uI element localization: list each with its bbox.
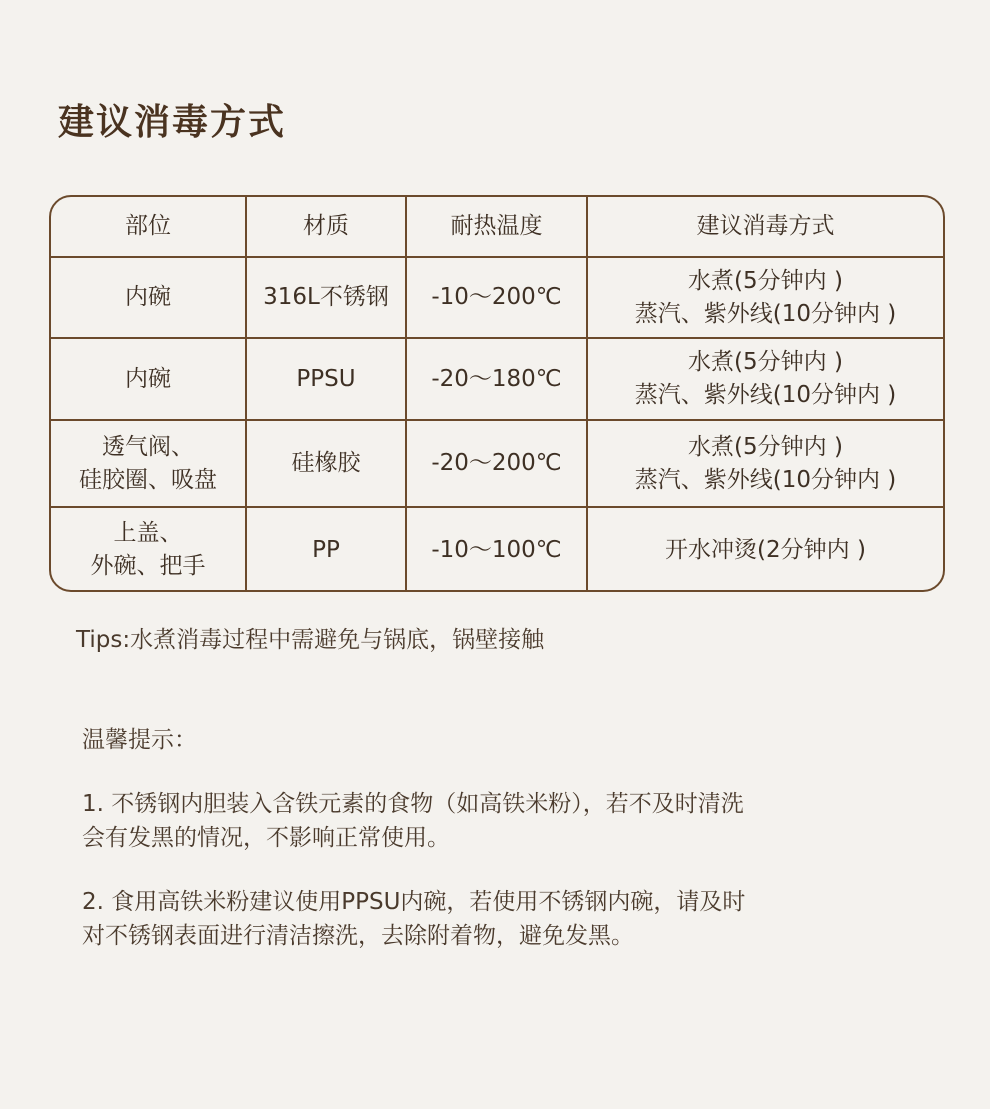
header-material: 材质 <box>246 197 406 257</box>
notice-item <box>82 787 744 855</box>
method-line: 水煮(5分钟内 ) <box>688 267 843 294</box>
cell-part <box>51 338 246 420</box>
method-line: 水煮(5分钟内 ) <box>688 433 843 460</box>
cell-temperature: -20～180℃ <box>406 338 587 420</box>
cell-method <box>587 338 943 420</box>
page-title: 建议消毒方式 <box>58 102 287 143</box>
notice-item <box>82 885 745 953</box>
part-line: 内碗 <box>125 365 171 392</box>
cell-material: 316L不锈钢 <box>246 257 406 338</box>
table-header-row <box>51 197 943 257</box>
cell-temperature: -10～200℃ <box>406 257 587 338</box>
table-row <box>51 420 943 507</box>
part-line: 透气阀、 <box>102 433 194 460</box>
notice-line: 1. 不锈钢内胆装入含铁元素的食物（如高铁米粉），若不及时清洗 <box>82 791 744 817</box>
header-part: 部位 <box>51 197 246 257</box>
cell-material: 硅橡胶 <box>246 420 406 507</box>
method-line: 开水冲烫(2分钟内 ) <box>665 536 866 563</box>
cell-temperature: -20～200℃ <box>406 420 587 507</box>
cell-material: PPSU <box>246 338 406 420</box>
method-line: 水煮(5分钟内 ) <box>688 349 843 375</box>
part-line: 外碗、把手 <box>90 553 206 579</box>
cell-part <box>51 420 246 507</box>
cell-method <box>587 257 943 338</box>
disinfection-table <box>49 195 945 592</box>
cell-material: PP <box>246 507 406 592</box>
part-line: 上盖、 <box>113 520 183 546</box>
method-line: 蒸汽、紫外线(10分钟内 ) <box>634 466 897 493</box>
notice-line: 2. 食用高铁米粉建议使用PPSU内碗，若使用不锈钢内碗，请及时 <box>82 889 746 915</box>
notice-line: 对不锈钢表面进行清洁擦洗，去除附着物，避免发黑。 <box>82 923 634 949</box>
table-row <box>51 257 943 338</box>
header-temperature: 耐热温度 <box>406 197 587 257</box>
table-row <box>51 507 943 592</box>
method-line: 蒸汽、紫外线(10分钟内 ) <box>634 382 897 408</box>
header-method: 建议消毒方式 <box>587 197 943 257</box>
tips-text: Tips:水煮消毒过程中需避免与锅底，锅壁接触 <box>76 627 545 653</box>
cell-temperature: -10～100℃ <box>406 507 587 592</box>
table-row <box>51 338 943 420</box>
notice-line: 会有发黑的情况，不影响正常使用。 <box>82 825 450 851</box>
notice-title: 温馨提示： <box>82 727 197 753</box>
part-line: 硅胶圈、吸盘 <box>79 466 217 493</box>
part-line: 内碗 <box>125 284 171 310</box>
cell-method <box>587 507 943 592</box>
method-line: 蒸汽、紫外线(10分钟内 ) <box>634 300 897 327</box>
cell-method <box>587 420 943 507</box>
disinfection-table-grid <box>51 197 943 592</box>
cell-part <box>51 507 246 592</box>
cell-part <box>51 257 246 338</box>
